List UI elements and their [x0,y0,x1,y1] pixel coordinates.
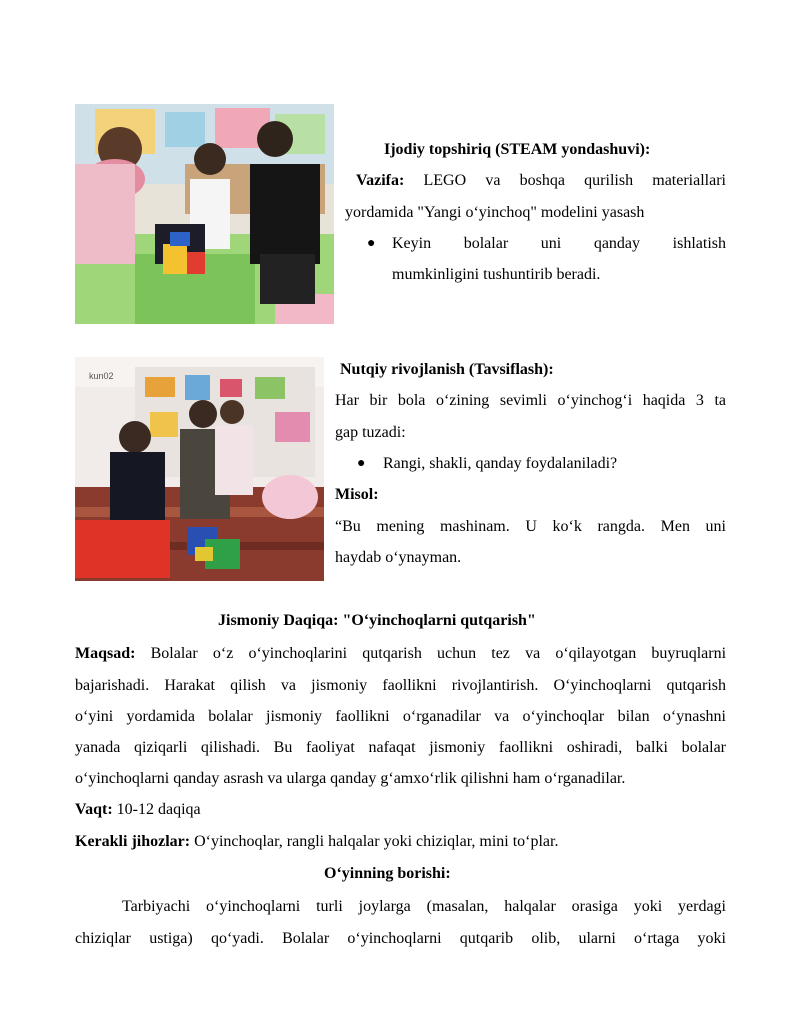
children-toys-photo [75,357,324,581]
example-label: Misol: [335,486,379,503]
speech-line-2: gap tuzadi: [335,424,406,441]
paragraph-line-5: o‘yinchoqlarni qanday asrash va ularga qanday g‘amxo‘rlik qilishni ham o‘rganadilar. [75,770,626,787]
bullet-line-1: Keyin bolalar uni qanday ishlatish [392,235,726,252]
progress-line-2: chiziqlar ustiga) qo‘yadi. Bolalar o‘yinchoqlarni qutqarib olib, ularni o‘rtaga yoki [75,930,726,947]
photo-sign: kun02 [89,371,114,381]
speech-bullet: Rangi, shakli, qanday foydalaniladi? [383,455,618,472]
example-line-2: haydab o‘ynayman. [335,549,462,566]
lego-building-photo [75,104,334,324]
physical-minute-heading: Jismoniy Daqiqa: "O‘yinchoqlarni qutqarish" [218,612,536,629]
paragraph-line-4: yanada qiziqarli qilishadi. Bu faoliyat nafaqat jismoniy faollikni oshiradi, balki bolalar [75,739,726,756]
time-value: 10-12 daqiqa [116,801,201,818]
equipment-line [75,832,558,852]
example-line-1: “Bu mening mashinam. U ko‘k rangda. Men uni [335,518,726,535]
task-label: Vazifa: [356,172,405,189]
bullet-icon: ● [367,236,376,251]
speech-development-heading: Nutqiy rivojlanish (Tavsiflash): [340,361,554,378]
bullet-icon: ● [357,456,366,471]
time-label: Vaqt: [75,801,113,818]
bullet-line-2: mumkinligini tushuntirib beradi. [392,266,601,283]
game-progress-heading: O‘yinning borishi: [324,865,451,882]
task-line-2: yordamida "Yangi o‘yinchoq" modelini yasash [345,204,645,221]
equipment-label: Kerakli jihozlar: [75,833,191,850]
time-line [75,800,201,820]
speech-line-1: Har bir bola o‘zining sevimli o‘yinchog‘i haqida 3 ta [335,392,726,409]
steam-task-heading: Ijodiy topshiriq (STEAM yondashuvi): [384,141,651,158]
paragraph-line-2: bajarishadi. Harakat qilish va jismoniy faollikni rivojlantirish. O‘yinchoqlarni qutqarish [75,677,726,694]
progress-line-1: Tarbiyachi o‘yinchoqlarni turli joylarga (masalan, halqalar orasiga yoki yerdagi [122,898,726,915]
paragraph-line-3: o‘yini yordamida bolalar jismoniy faollikni o‘rganadilar va o‘yinchoqlar bilan o‘ynashni [75,708,726,725]
goal-line-1: Maqsad: Bolalar o‘z o‘yinchoqlarini qutqarish uchun tez va o‘qilayotgan buyruqlarni [75,645,727,662]
goal-label: Maqsad: [75,645,136,662]
task-line-1: Vazifa: LEGO va boshqa qurilish materiallari [356,172,726,189]
equipment-value: O‘yinchoqlar, rangli halqalar yoki chiziqlar, mini to‘plar. [194,833,559,850]
